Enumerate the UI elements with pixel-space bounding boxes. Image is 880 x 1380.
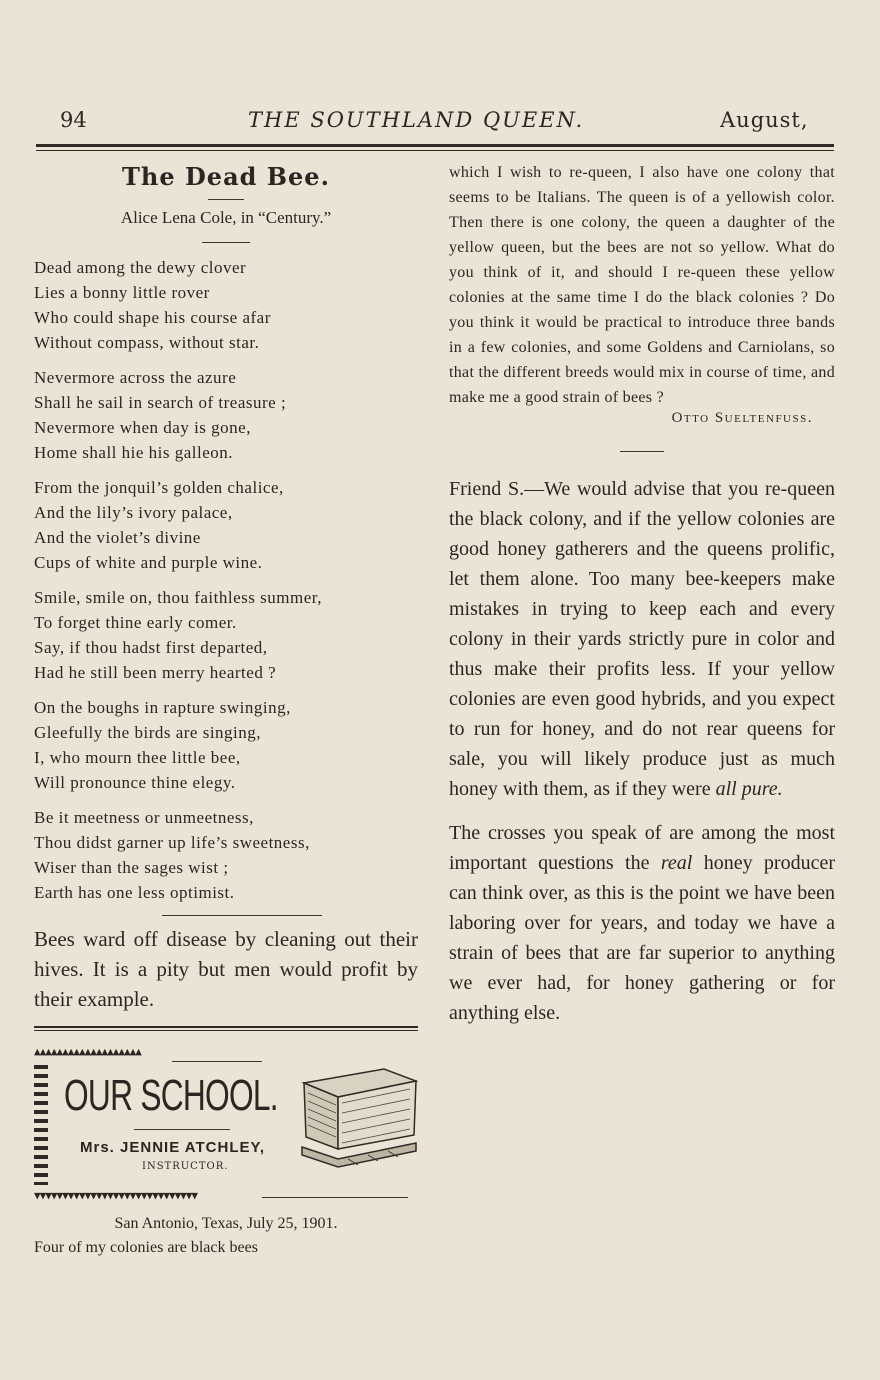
- poem-stanza: [34, 475, 418, 575]
- right-column: [449, 160, 835, 1042]
- letter-dateline: San Antonio, Texas, July 25, 1901.: [114, 1215, 338, 1232]
- comb-border-bottom: ▼▼▼▼▼▼▼▼▼▼▼▼▼▼▼▼▼▼▼▼▼▼▼▼▼▼▼▼▼: [34, 1189, 198, 1202]
- reply-paragraph-2: [449, 818, 835, 1028]
- header-rule-thin: [36, 150, 834, 151]
- poem-line: Gleefully the birds are singing,: [34, 723, 262, 742]
- beehive-icon: [298, 1063, 418, 1175]
- poem-body: [34, 255, 418, 905]
- issue-month: August,: [720, 108, 809, 132]
- section-rule-thin: [34, 1030, 418, 1031]
- divider: [620, 451, 664, 452]
- poem-stanza: [34, 805, 418, 905]
- divider: [134, 1129, 230, 1130]
- school-heading-box: [34, 1039, 418, 1209]
- school-title: OUR SCHOOL.: [64, 1071, 278, 1120]
- page-number: 94: [60, 108, 87, 132]
- journal-title: THE SOUTHLAND QUEEN.: [248, 108, 585, 132]
- reply-emphasis: all pure.: [715, 778, 783, 800]
- letter-signature: Otto Sueltenfuss.: [671, 410, 813, 426]
- letter-text-continued: which I wish to re-queen, I also have one colony that seems to be Italians. The queen is of a yellowish color. Then there is one colony, the queen a daughter of the yellow queen, but the bees are not so yellow. What do you think of it, and should I re-queen these yellow colonies at the same time I do the black colonies ? Do you think it would be practical to introduce three bands in a few colonies, and some Goldens and Carniolans, so that the different breeds would mix in course of time, and make me a good strain of bees ?: [449, 164, 835, 406]
- poem-line: And the lily’s ivory palace,: [34, 503, 233, 522]
- poem-line: Without compass, without star.: [34, 333, 260, 352]
- poem-line: Had he still been merry hearted ?: [34, 663, 277, 682]
- school-instructor: Mrs. JENNIE ATCHLEY,: [80, 1139, 266, 1156]
- poem-line: Smile, smile on, thou faithless summer,: [34, 588, 322, 607]
- poem-line: Dead among the dewy clover: [34, 258, 247, 277]
- letter-text-start: Four of my colonies are black bees: [34, 1239, 258, 1256]
- poem-line: Home shall hie his galleon.: [34, 443, 234, 462]
- poem-stanza: [34, 365, 418, 465]
- poem-stanza: [34, 695, 418, 795]
- poem-line: Thou didst garner up life’s sweetness,: [34, 833, 310, 852]
- divider: [202, 242, 250, 243]
- poem-byline: Alice Lena Cole, in “Century.”: [120, 208, 332, 227]
- school-role: INSTRUCTOR.: [142, 1161, 229, 1172]
- poem-line: Earth has one less optimist.: [34, 883, 235, 902]
- poem-line: On the boughs in rapture swinging,: [34, 698, 291, 717]
- left-column: [34, 160, 418, 1260]
- poem-line: Nevermore across the azure: [34, 368, 237, 387]
- reply-emphasis: real: [660, 852, 693, 874]
- poem-line: Who could shape his course afar: [34, 308, 271, 327]
- comb-border-side: [34, 1065, 48, 1185]
- section-rule: [34, 1026, 418, 1028]
- divider: [162, 915, 322, 916]
- border-line: [262, 1197, 408, 1198]
- bees-paragraph: Bees ward off disease by cleaning out their hives. It is a pity but men would profit by their example.: [34, 927, 418, 1011]
- reply-text: honey producer can think over, as this is the point we have been laboring over for years, and today we have a strain of bees that are far superior to anything we ever had, for honey gathering or for anything else.: [449, 852, 835, 1024]
- reply-text: The crosses you speak of are among the most important questions the: [449, 822, 835, 874]
- page-header: [0, 108, 880, 138]
- poem-line: Say, if thou hadst first departed,: [34, 638, 268, 657]
- reply-paragraph-1: [449, 474, 835, 804]
- divider: [208, 199, 244, 200]
- header-rule: [36, 144, 834, 147]
- poem-stanza: [34, 585, 418, 685]
- poem-line: To forget thine early comer.: [34, 613, 237, 632]
- poem-line: Lies a bonny little rover: [34, 283, 210, 302]
- comb-border-top: ▲▲▲▲▲▲▲▲▲▲▲▲▲▲▲▲▲▲▲: [34, 1045, 141, 1058]
- poem-line: Be it meetness or unmeetness,: [34, 808, 254, 827]
- poem-line: And the violet’s divine: [34, 528, 201, 547]
- poem-line: Nevermore when day is gone,: [34, 418, 251, 437]
- poem-line: Wiser than the sages wist ;: [34, 858, 229, 877]
- border-line: [172, 1061, 262, 1062]
- poem-line: Shall he sail in search of treasure ;: [34, 393, 287, 412]
- poem-line: From the jonquil’s golden chalice,: [34, 478, 284, 497]
- reply-text: Friend S.—We would advise that you re-queen the black colony, and if the yellow colonies are good honey gatherers and the queens prolific, let them alone. Too many bee-keepers make mistakes in trying to keep each and every colony in their yards strictly pure in color and thus make their profits less. If your yellow colonies are even good hybrids, and you expect to run for honey, and do not rear queens for sale, you will likely produce just as much honey with them, as if they were: [449, 478, 835, 800]
- poem-line: Cups of white and purple wine.: [34, 553, 263, 572]
- poem-title: The Dead Bee.: [122, 162, 330, 191]
- poem-stanza: [34, 255, 418, 355]
- poem-line: I, who mourn thee little bee,: [34, 748, 241, 767]
- poem-line: Will pronounce thine elegy.: [34, 773, 236, 792]
